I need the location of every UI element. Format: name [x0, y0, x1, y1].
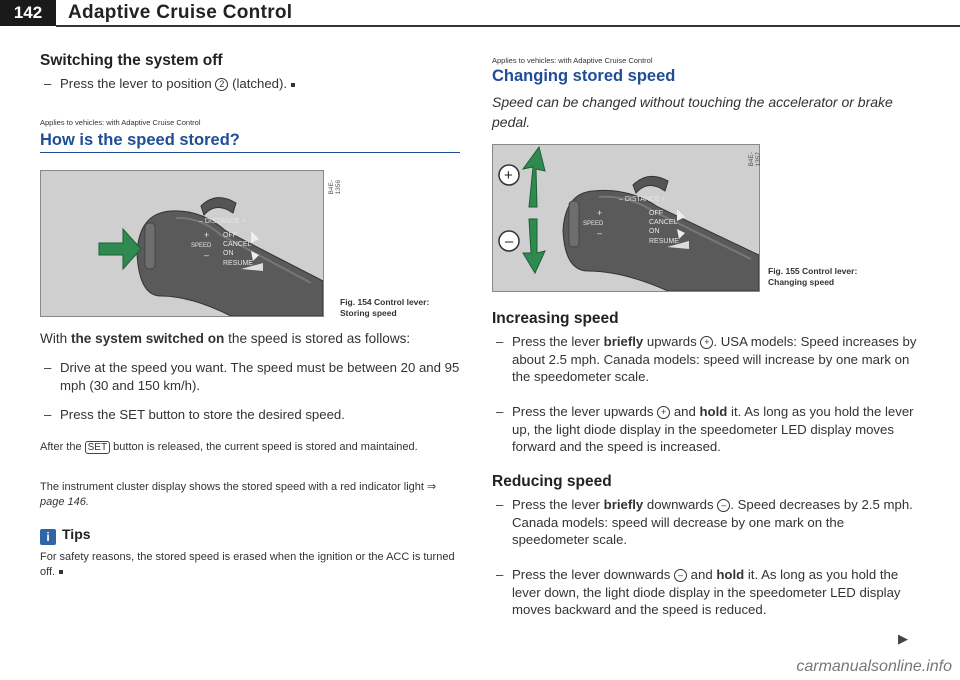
set-button-key: SET [85, 441, 110, 454]
speed-label: SPEED [583, 221, 604, 227]
increase-step-1: – Press the lever briefly upwards + . USA models: Speed increases by about 2.5 mph. Canada models: speed will increase by one mark on the speedometer scale. [496, 334, 917, 384]
info-icon: i [40, 529, 56, 545]
figure-caption: Fig. 155 Control lever: Changing speed [768, 266, 858, 287]
minus-label: – [597, 228, 603, 238]
distance-label: – DISTANCE + [199, 218, 246, 225]
display-note: The instrument cluster display shows the stored speed with a red indicator light ⇒ page 146. [40, 481, 437, 508]
figure-code: B4E-1356 [328, 180, 342, 195]
plus-label: + [597, 208, 603, 218]
lead-paragraph: Speed can be changed without touching the accelerator or brake pedal. [492, 94, 893, 130]
position-marker: 2 [215, 78, 228, 91]
continue-arrow-icon: ▶ [898, 631, 908, 646]
page-number: 142 [0, 0, 56, 26]
end-marker [59, 570, 63, 574]
minus-circle-icon: – [717, 499, 730, 512]
figure-caption: Fig. 154 Control lever: Storing speed [340, 297, 430, 318]
increasing-speed-heading: Increasing speed [492, 310, 619, 327]
plus-circle-icon: + [657, 406, 670, 419]
minus-circle-icon: – [674, 569, 687, 582]
tips-text: For safety reasons, the stored speed is erased when the ignition or the ACC is turned off. [40, 551, 455, 578]
off-label: OFF [223, 232, 237, 239]
resume-label: RESUME [223, 260, 253, 267]
switch-off-step: – Press the lever to position 2 (latched). [40, 75, 484, 93]
minus-label: – [204, 250, 210, 260]
reduce-step-1: – Press the lever briefly downwards – . Speed decreases by 2.5 mph. Canada models: speed will decrease by one mark on the speedometer scale. [496, 497, 913, 547]
svg-text:+: + [504, 167, 513, 184]
applies-note: Applies to vehicles: with Adaptive Cruise Control [492, 56, 653, 65]
resume-label: RESUME [649, 238, 679, 245]
reducing-speed-heading: Reducing speed [492, 473, 612, 490]
intro-paragraph: With the system switched on the speed is stored as follows: [40, 331, 411, 346]
store-step-1: – Drive at the speed you want. The speed must be between 20 and 95 mph (30 and 150 km/h). [44, 360, 460, 393]
watermark: carmanualsonline.info [796, 658, 952, 675]
distance-label: – DISTANCE + [619, 196, 666, 203]
on-label: ON [223, 250, 234, 257]
chapter-title: Adaptive Cruise Control [68, 2, 293, 23]
figure-code: B4E-1357 [748, 152, 762, 167]
control-lever-illustration [493, 145, 759, 291]
page-header [0, 0, 960, 26]
header-rule [56, 25, 960, 27]
plus-circle-icon: + [700, 336, 713, 349]
plus-label: + [204, 230, 210, 240]
cancel-label: CANCEL [649, 219, 678, 226]
on-label: ON [649, 228, 660, 235]
end-marker [291, 83, 295, 87]
release-note: After the SET button is released, the current speed is stored and maintained. [40, 441, 418, 453]
speed-label: SPEED [191, 243, 212, 249]
off-label: OFF [649, 210, 663, 217]
applies-note: Applies to vehicles: with Adaptive Cruise Control [40, 118, 201, 127]
increase-step-2: – Press the lever upwards + and hold it. As long as you hold the lever up, the light diode display in the speedometer LED display moves forward and the speed is increased. [496, 404, 914, 454]
stored-heading: How is the speed stored? [40, 131, 240, 149]
svg-text:–: – [505, 233, 514, 250]
figure-155 [492, 144, 760, 292]
figure-154 [40, 170, 324, 317]
changing-speed-heading: Changing stored speed [492, 67, 676, 85]
store-step-2: – Press the SET button to store the desired speed. [44, 407, 345, 422]
heading-rule [40, 152, 460, 153]
cancel-label: CANCEL [223, 241, 252, 248]
switch-off-heading: Switching the system off [40, 52, 223, 69]
reduce-step-2: – Press the lever downwards – and hold it. As long as you hold the lever down, the light diode display in the speedometer LED display moves backward and the speed is reduced. [496, 567, 901, 617]
tips-header: i Tips [40, 526, 91, 545]
control-lever-illustration [41, 171, 323, 316]
page-reference: page 146. [40, 495, 89, 508]
